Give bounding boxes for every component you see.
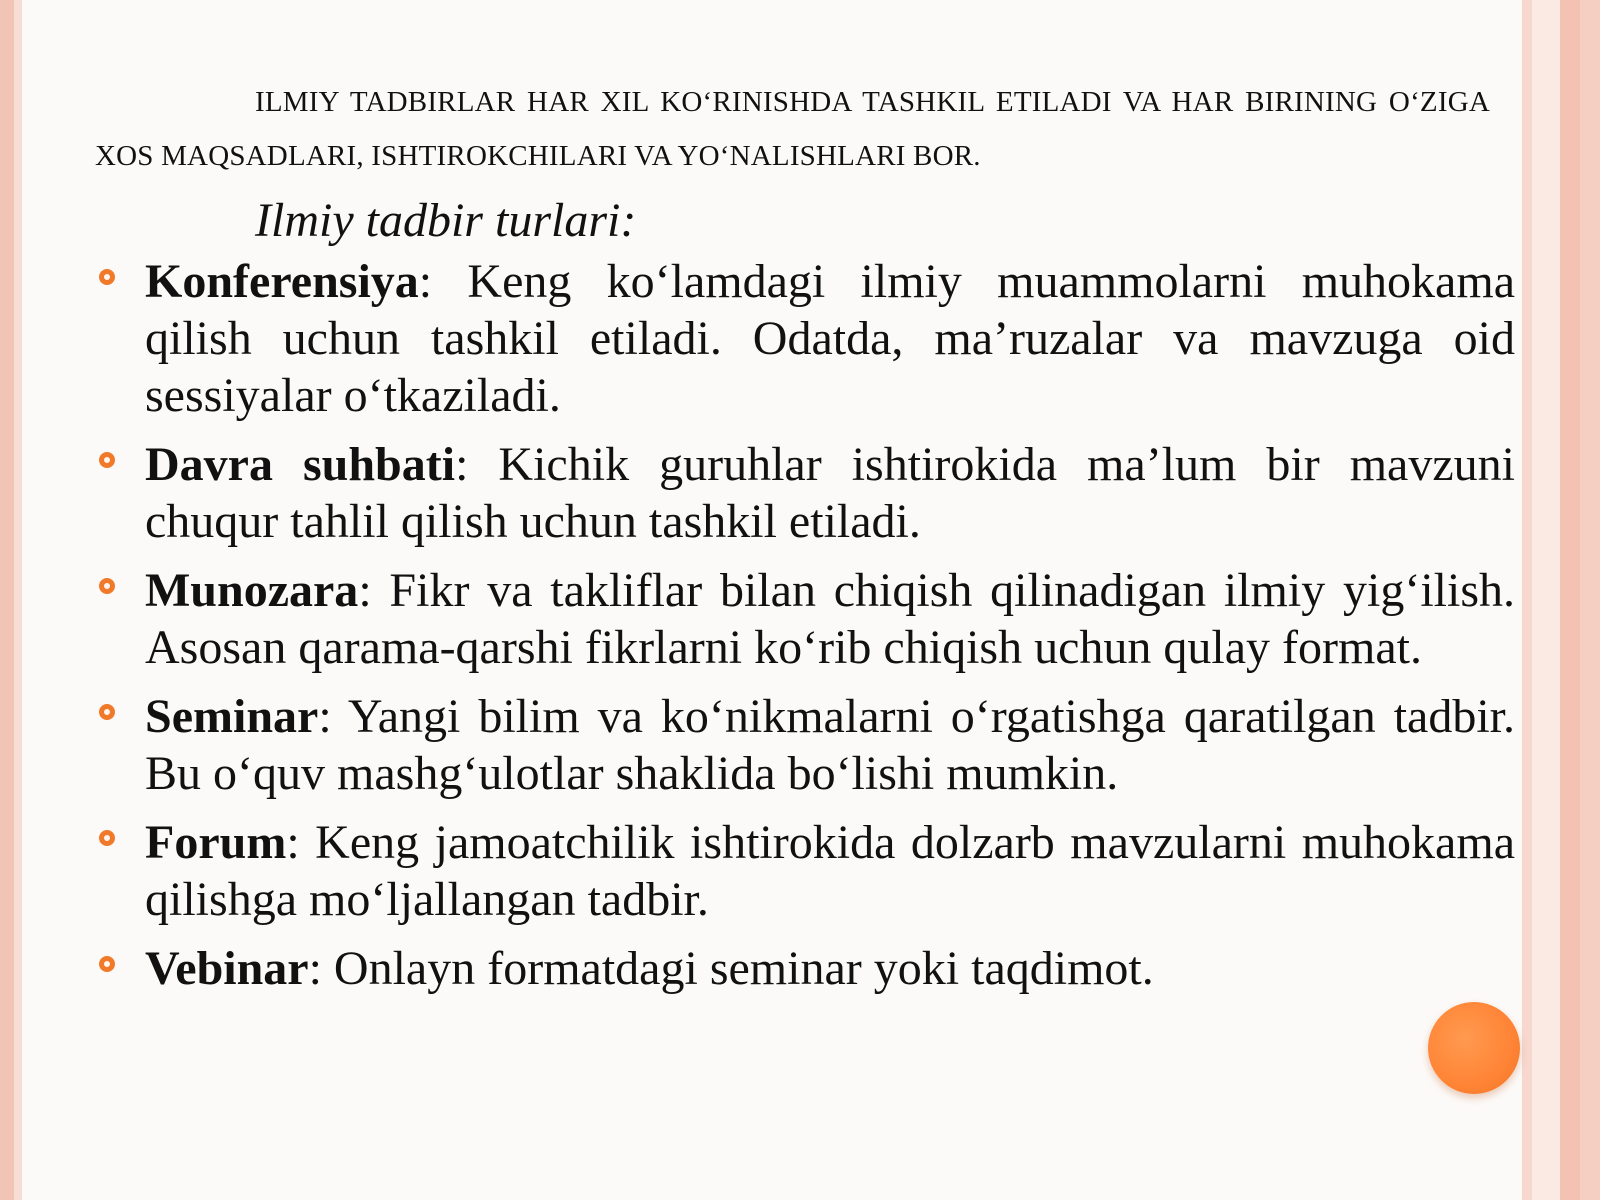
term-label: Konferensiya [145, 255, 419, 308]
term-description: : Keng jamoatchilik ishtirokida dolzarb mavzularni muhokama qilishga mo‘ljallangan tadbir. [145, 816, 1515, 926]
term-description: : Kichik guruhlar ishtirokida ma’lum bir mavzuni chuqur tahlil qilish uchun tashkil etiladi. [145, 438, 1515, 548]
term-description: : Keng ko‘lamdagi ilmiy muammolarni muhokama qilish uchun tashkil etiladi. Odatda, ma’ruzalar va mavzuga oid sessiyalar o‘tkaziladi. [145, 255, 1515, 422]
left-border-stripe-inner [14, 0, 22, 1200]
term-label: Davra suhbati [145, 438, 456, 491]
list-item-seminar [95, 688, 1515, 802]
hollow-circle-bullet-icon [99, 269, 115, 285]
left-border-stripe [0, 0, 14, 1200]
term-label: Seminar [145, 690, 319, 743]
right-border-stripe-2 [1532, 0, 1560, 1200]
right-border-stripe-3 [1560, 0, 1580, 1200]
term-description: : Fikr va takliflar bilan chiqish qilinadigan ilmiy yig‘ilish. Asosan qarama-qarshi fikrlarni ko‘rib chiqish uchun qulay format. [145, 564, 1515, 674]
section-title: Ilmiy tadbir turlari: [255, 194, 637, 247]
term-description: : Onlayn formatdagi seminar yoki taqdimot. [308, 942, 1154, 995]
term-description: : Yangi bilim va ko‘nikmalarni o‘rgatishga qaratilgan tadbir. Bu o‘quv mashg‘ulotlar shaklida bo‘lishi mumkin. [145, 690, 1515, 800]
list-item-munozara [95, 562, 1515, 676]
hollow-circle-bullet-icon [99, 452, 115, 468]
hollow-circle-bullet-icon [99, 578, 115, 594]
right-border-stripe-1 [1522, 0, 1532, 1200]
list-item-forum [95, 814, 1515, 928]
hollow-circle-bullet-icon [99, 830, 115, 846]
slide-content [95, 75, 1515, 1009]
list-item-davra-suhbati [95, 436, 1515, 550]
right-border-stripe-4 [1580, 0, 1600, 1200]
term-label: Munozara [145, 564, 359, 617]
list-item-konferensiya [95, 253, 1515, 424]
intro-paragraph: ILMIY TADBIRLAR HAR XIL KO‘RINISHDA TASHKIL ETILADI VA HAR BIRINING O‘ZIGA XOS MAQSADLARI, ISHTIROKCHILARI VA YO‘NALISHLARI BOR. [95, 86, 1490, 172]
term-label: Vebinar [145, 942, 309, 995]
hollow-circle-bullet-icon [99, 704, 115, 720]
event-types-list [95, 253, 1515, 997]
hollow-circle-bullet-icon [99, 956, 115, 972]
term-label: Forum [145, 816, 287, 869]
orange-circle-decoration-icon [1428, 1002, 1520, 1094]
list-item-vebinar [95, 940, 1515, 997]
